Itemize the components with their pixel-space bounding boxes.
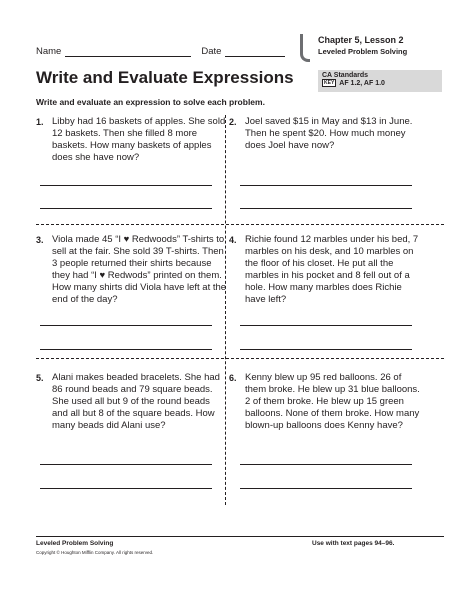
problem-2	[229, 116, 433, 152]
problem-1	[36, 116, 240, 164]
name-date-row	[36, 46, 285, 57]
answer-line-2b[interactable]	[240, 208, 412, 209]
chapter-label	[300, 34, 442, 62]
problem-number: 6.	[229, 373, 237, 383]
answer-line-5a[interactable]	[40, 464, 212, 465]
answer-line-3b[interactable]	[40, 349, 212, 350]
standards-title: CA Standards	[322, 72, 369, 79]
problem-number: 4.	[229, 235, 237, 245]
page-title: Write and Evaluate Expressions	[36, 68, 294, 87]
footer-rule	[36, 536, 444, 537]
name-field[interactable]	[65, 47, 191, 57]
answer-line-5b[interactable]	[40, 488, 212, 489]
problem-text: Richie found 12 marbles under his bed, 7 marbles on his desk, and 10 marbles on the floor of his closet. He put all the marbles in his pocket and 8 fell out of a hole. How many marbles does Richie have left?	[245, 234, 419, 305]
bracket-icon	[300, 34, 310, 62]
standards-box	[318, 70, 442, 92]
footer-label: Leveled Problem Solving	[36, 540, 114, 547]
problem-number: 2.	[229, 117, 237, 127]
row-divider-2	[36, 358, 444, 359]
answer-line-6a[interactable]	[240, 464, 412, 465]
problem-3	[36, 234, 240, 306]
answer-line-3a[interactable]	[40, 325, 212, 326]
chapter-subtitle: Leveled Problem Solving	[318, 47, 408, 56]
instructions: Write and evaluate an expression to solve each problem.	[36, 97, 265, 107]
problem-text: Alani makes beaded bracelets. She had 86 round beads and 79 square beads. She used all but 9 of the round beads and all but 8 of the square beads. How many beads did Alani use?	[52, 372, 220, 431]
name-label: Name	[36, 46, 62, 57]
footer-pages: Use with text pages 94–96.	[312, 540, 395, 547]
answer-line-2a[interactable]	[240, 185, 412, 186]
problem-text: Viola made 45 “I ♥ Redwoods” T-shirts to sell at the fair. She sold 39 T-shirts. Then 3 people returned their shirts because they had “I ♥ Redwods” printed on them. How many shirts did Viola have left at the end of the day?	[52, 234, 227, 305]
problem-6	[229, 372, 433, 432]
problem-text: Joel saved $15 in May and $13 in June. Then he spent $20. How much money does Joel have now?	[245, 116, 413, 151]
chapter-title: Chapter 5, Lesson 2	[318, 35, 404, 45]
standards-codes: AF 1.2, AF 1.0	[339, 79, 385, 87]
problem-text: Kenny blew up 95 red balloons. 26 of them broke. He blew up 31 blue balloons. 2 of them broke. He blew up 15 green balloons. None of them broke. How many blown-up balloons does Kenny have?	[245, 372, 420, 431]
column-divider	[225, 115, 226, 505]
problem-5	[36, 372, 240, 432]
answer-line-1a[interactable]	[40, 185, 212, 186]
answer-line-6b[interactable]	[240, 488, 412, 489]
key-badge: KEY	[324, 80, 335, 86]
row-divider-1	[36, 224, 444, 225]
answer-line-4b[interactable]	[240, 349, 412, 350]
problem-number: 3.	[36, 235, 44, 245]
standards-codes-row	[322, 79, 438, 87]
problem-text: Libby had 16 baskets of apples. She sold 12 baskets. Then she filled 8 more baskets. How many baskets of apples does she have now?	[52, 116, 226, 163]
problem-number: 5.	[36, 373, 44, 383]
problem-4	[229, 234, 433, 306]
answer-line-4a[interactable]	[240, 325, 412, 326]
date-label: Date	[201, 46, 222, 57]
problem-number: 1.	[36, 117, 44, 127]
footer-copyright: Copyright © Houghton Mifflin Company. All rights reserved.	[36, 550, 154, 555]
answer-line-1b[interactable]	[40, 208, 212, 209]
date-field[interactable]	[225, 47, 285, 57]
